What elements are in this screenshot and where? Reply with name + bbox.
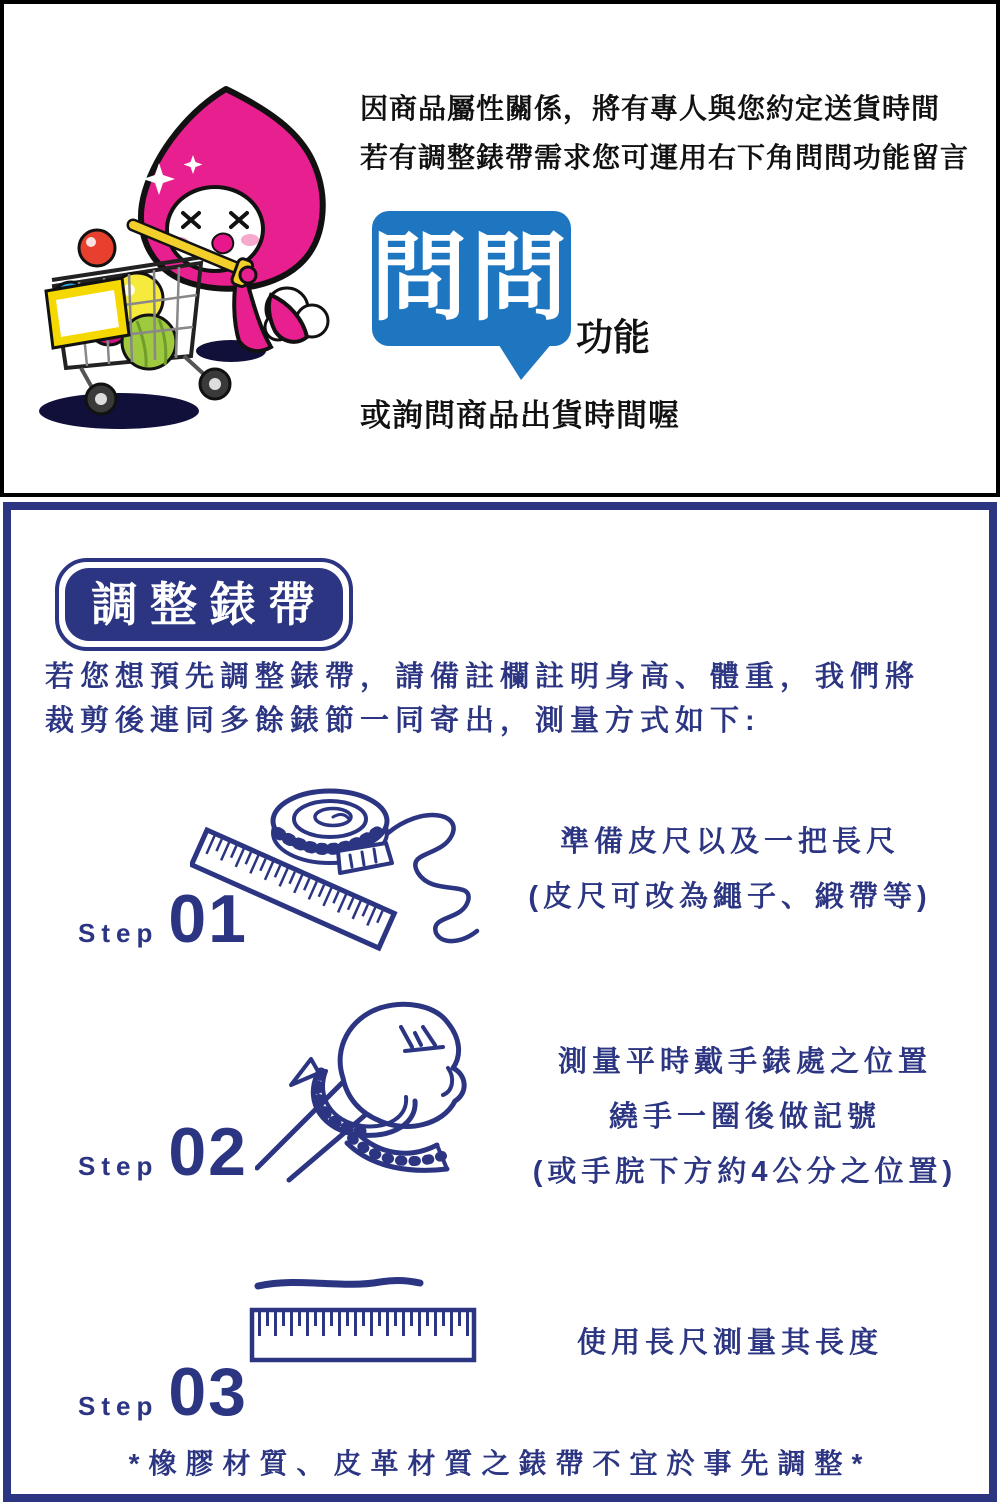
ask-speech-bubble-icon (370, 204, 574, 384)
delivery-notice-panel (0, 0, 1000, 497)
delivery-notice-line-1: 因商品屬性關係，將有專人與您約定送貨時間 (360, 93, 941, 124)
shipping-question-text: 或詢問商品出貨時間喔 (360, 398, 680, 433)
delivery-notice-line-2: 若有調整錶帶需求您可運用右下角問問功能留言 (360, 142, 970, 173)
ask-bubble-suffix: 功能 (576, 317, 650, 358)
peach-mascot-shopping-cart-icon (19, 59, 354, 449)
adjust-intro-line-2: 裁剪後連同多餘錶節一同寄出，測量方式如下: (45, 705, 761, 737)
step-2-label (78, 1114, 248, 1190)
step-2-number: 02 (168, 1114, 248, 1190)
step-1-label (78, 881, 248, 957)
ruler-measure-length-icon (240, 1272, 485, 1372)
step-2-instructions (520, 1035, 970, 1200)
delivery-notice-text (360, 84, 969, 182)
adjust-intro-text (45, 655, 975, 743)
step-1-line-1: 準備皮尺以及一把長尺 (559, 826, 900, 858)
wrist-measuring-tape-icon (255, 983, 475, 1183)
step-2-word: Step (78, 1151, 159, 1181)
step-3-number: 03 (168, 1354, 248, 1430)
step-3-line-1: 使用長尺測量其長度 (576, 1327, 883, 1359)
step-3-word: Step (78, 1391, 159, 1421)
step-2-line-2: 繞手一圈後做記號 (608, 1101, 881, 1133)
step-1-number: 01 (168, 881, 248, 957)
step-2-line-1: 測量平時戴手錶處之位置 (557, 1046, 932, 1078)
adjust-intro-line-1: 若您想預先調整錶帶，請備註欄註明身高、體重，我們將 (45, 661, 921, 693)
adjust-band-badge-label: 調整錶帶 (65, 568, 343, 641)
material-warning-note: *橡膠材質、皮革材質之錶帶不宜於事先調整* (128, 1448, 872, 1479)
step-2-line-3: (或手脘下方約4公分之位置) (532, 1156, 958, 1188)
step-1-word: Step (78, 918, 159, 948)
step-1-line-2: (皮尺可改為繩子、緞帶等) (528, 881, 932, 913)
step-3-label (78, 1354, 248, 1430)
step-3-instructions (505, 1316, 955, 1371)
step-1-instructions (510, 815, 950, 925)
adjust-band-badge (55, 558, 353, 651)
ask-bubble-label: 問問 (371, 225, 571, 332)
